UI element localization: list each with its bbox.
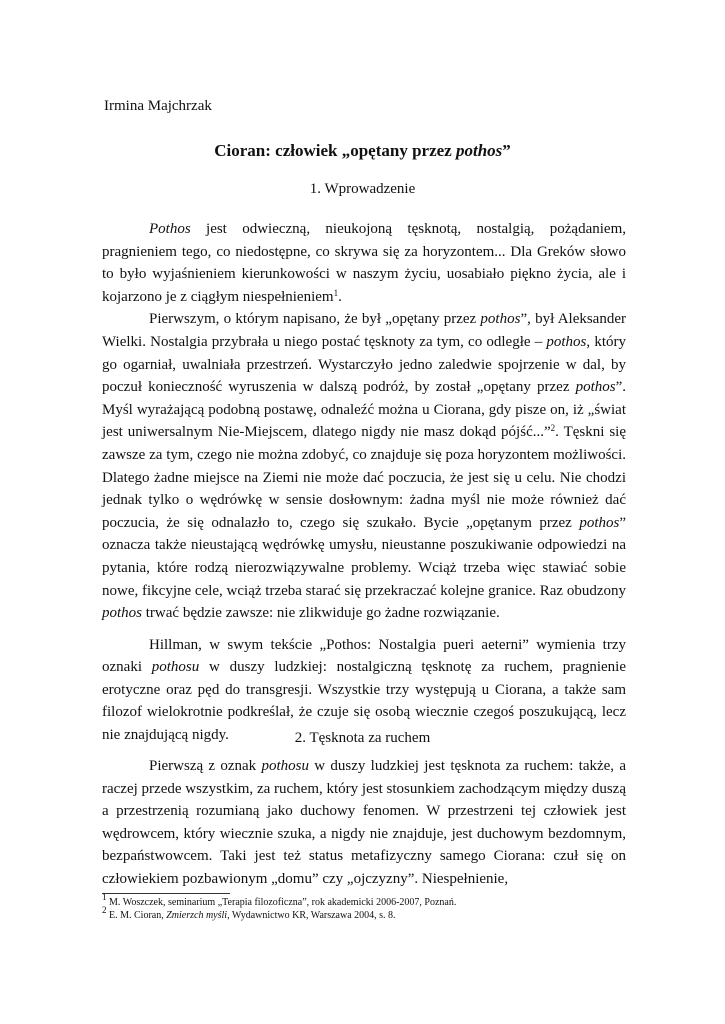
title-text: Cioran: człowiek „opętany przez	[214, 141, 456, 160]
paragraph-text: . Tęskni się zawsze za tym, czego nie można zdobyć, co znajduje się poza horyzontem możliwości. Dlatego żadne miejsce na Ziemi nie może dać poczucia, że jest się u celu. Nie chodzi jednak tylko o wędrówkę w sensie dosłownym: żadna myśl nie może również dać poczucia, że się odnalazło to, czego się szukało. Bycie „opętanym przez	[102, 424, 627, 531]
footnote-number: 1	[102, 892, 107, 902]
footnote-text: E. M. Cioran,	[106, 910, 167, 921]
paragraph-text: Hillman, w swym tekście „Pothos: Nostalgia pueri aeterni” wymienia trzy oznaki	[102, 636, 626, 676]
footnote-item	[102, 892, 626, 909]
section-body-movement	[102, 755, 626, 891]
paragraph-text: , który go ogarniał, uwalniała przestrzeń. Wystarczyło jedno zaledwie spojrzenie w dal, by poczuł konieczność wyruszenia w dalszą podróż, by został „opętany przez	[102, 333, 626, 396]
paragraph-text: Pierwszym, o którym napisano, że był „opętany przez	[149, 311, 481, 328]
paragraph-text: ”, był Aleksander Wielki. Nostalgia przybrała u niego postać tęsknoty za tym, co odległe –	[102, 311, 626, 350]
italic-term: pothos	[480, 311, 521, 328]
footnote-number: 2	[102, 905, 107, 915]
footnote-italic: Zmierzch myśli	[166, 910, 228, 921]
section-body-introduction	[102, 218, 626, 747]
paragraph-text: ”. Myśl wyrażającą podobną postawę, odnaleźć można u Ciorana, gdy pisze on, iż „świat jest uniwersalnym Nie-Miejscem, dlatego nigdy nie masz dokąd pójść...”	[102, 379, 626, 441]
paragraph-text: w duszy ludzkiej jest tęsknota za ruchem: także, a raczej przede wszystkim, za ruchem, który jest stosunkiem zachodzącym między duszą a przestrzenią rozumianą jako duchowy fenomen. W przestrzeni tej człowiek jest wędrowcem, który wiecznie szuka, a nigdy nie znajduje, jest duchowym bezdomnym, bezpaństwowcem. Taki jest też status metafizyczny samego Ciorana: czuł się on człowiekiem pozbawionym „domu” czy „ojczyzny”. Niespełnienie,	[102, 758, 626, 887]
italic-term: Pothos	[149, 221, 191, 237]
paragraph	[102, 755, 626, 891]
paragraph	[102, 308, 626, 624]
footnote-ref[interactable]: 1	[333, 287, 339, 298]
paragraph-text: jest odwieczną, nieukojoną tęsknotą, nostalgią, pożądaniem, pragnieniem tego, co niedostępne, co skrywa się za horyzontem... Dla Greków słowo to było wyjaśnieniem kierunkowości w naszym życiu, uosabiało piękno życia, ale i kojarzono je z ciągłym niespełnieniem	[102, 221, 626, 305]
footnote-text: , Wydawnictwo KR, Warszawa 2004, s. 8.	[227, 910, 396, 921]
italic-term: pothos	[102, 605, 143, 622]
paragraph-text: Pierwszą z oznak	[149, 758, 262, 774]
title-suffix: ”	[502, 141, 511, 160]
paragraph	[102, 218, 626, 308]
italic-term: pothosu	[151, 659, 200, 676]
italic-term: pothosu	[261, 758, 309, 774]
italic-term: pothos	[546, 333, 587, 350]
footnote-divider	[102, 893, 230, 894]
footnote-text: M. Woszczek, seminarium „Terapia filozoficzna”, rok akademicki 2006-2007, Poznań.	[106, 897, 457, 908]
paragraph-text: trwać będzie zawsze: nie zlikwiduje go żadne rozwiązanie.	[142, 605, 500, 622]
section-heading-movement: 2. Tęsknota za ruchem	[294, 730, 431, 746]
paragraph-text: w duszy ludzkiej: nostalgiczną tęsknotę za ruchem, pragnienie erotyczne oraz pęd do transgresji. Wszystkie trzy występują u Ciorana, a także sam filozof wielokrotnie podkreślał, że czuje się osobą wiecznie czegoś poszukującą, lecz nie znajdującą nigdy.	[102, 659, 626, 744]
document-title	[0, 141, 725, 161]
italic-term: pothos	[575, 379, 616, 396]
italic-term: pothos	[579, 514, 620, 531]
section-heading-introduction: 1. Wprowadzenie	[309, 181, 416, 197]
footnotes	[102, 892, 626, 922]
footnote-item	[102, 905, 626, 922]
paragraph-text: ” oznacza także nieustającą wędrówkę umysłu, nieustanne poszukiwanie odpowiedzi na pytania, które rodzą nierozwiązywalne problemy. Wciąż trzeba więc stawiać sobie nowe, fikcyjne cele, wciąż trzeba starać się przekraczać kolejne granice. Raz obudzony	[102, 514, 626, 599]
footnote-ref[interactable]: 2	[550, 423, 556, 434]
author-name: Irmina Majchrzak	[104, 98, 212, 114]
paragraph-text: .	[338, 288, 342, 305]
title-italic: pothos	[455, 141, 503, 160]
